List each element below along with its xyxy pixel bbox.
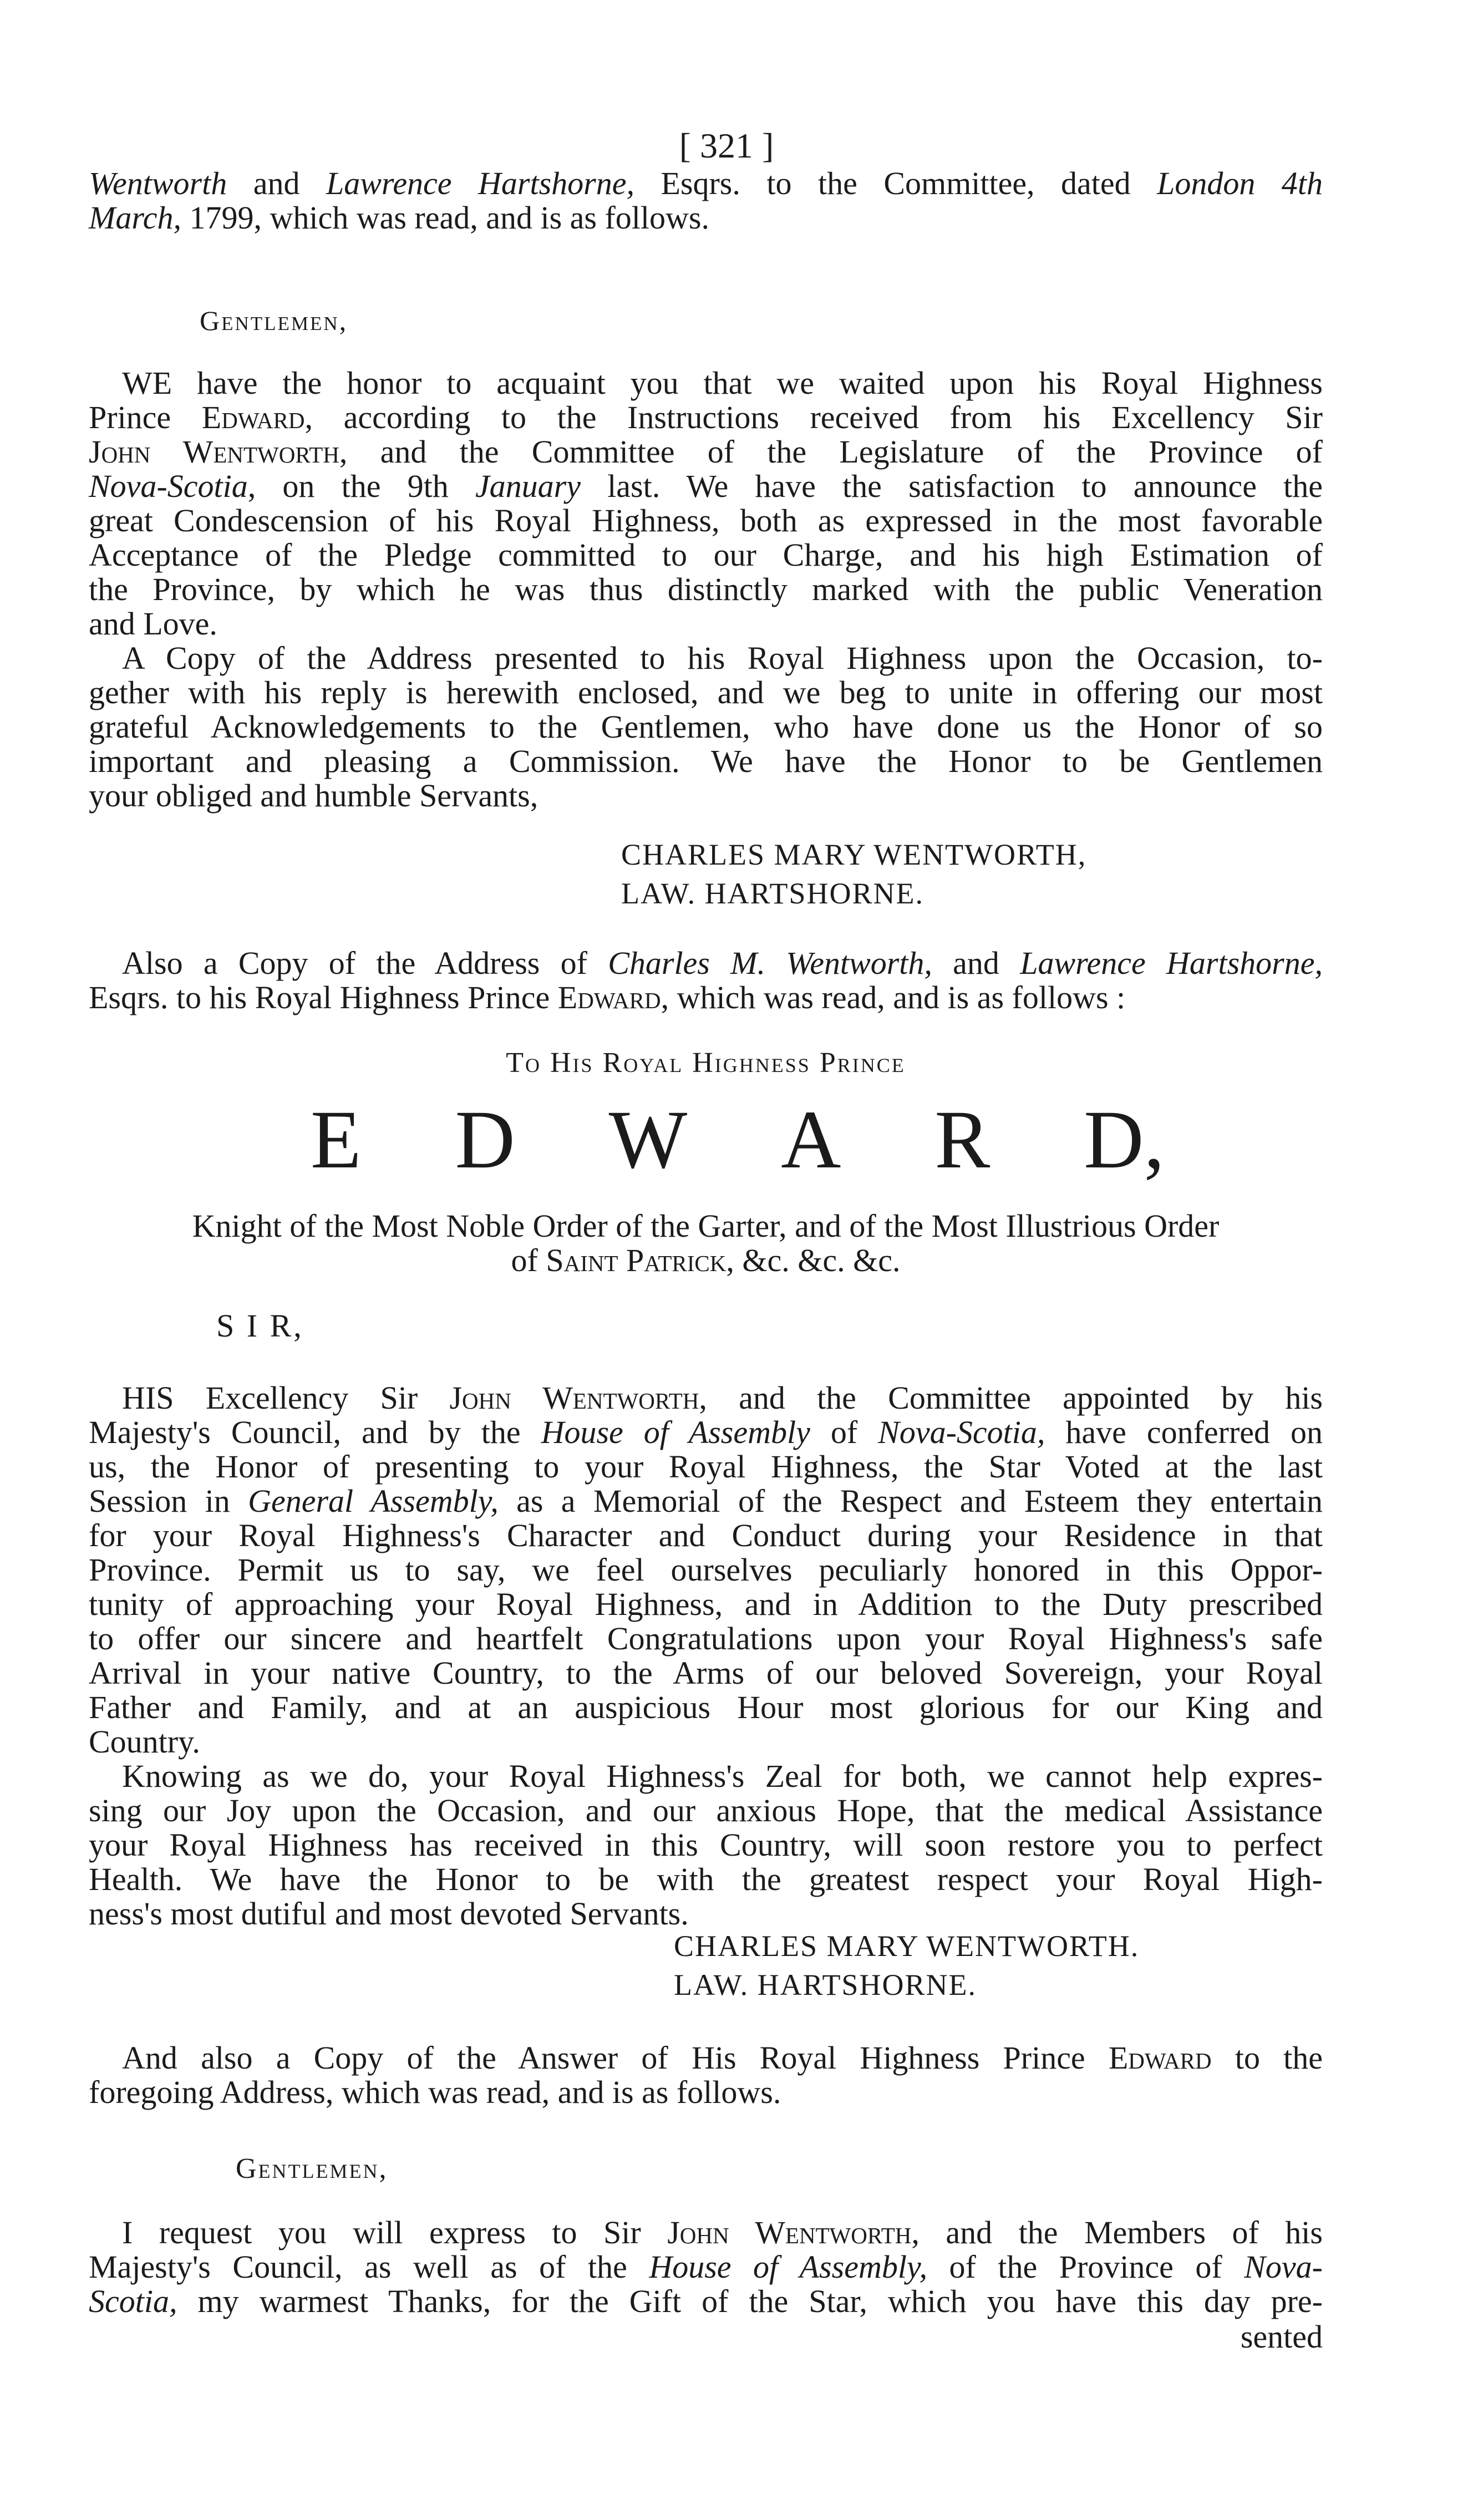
signature-wentworth: CHARLES MARY WENTWORTH, — [621, 838, 1087, 871]
heading-letter: A — [781, 1094, 841, 1186]
text-line: the Province, by which he was thus distinctly marked with the public Veneration — [89, 571, 1323, 607]
signature-hartshorne: LAW. HARTSHORNE. — [621, 877, 924, 910]
intro-paragraph — [89, 166, 1323, 235]
page-number: [ 321 ] — [679, 126, 774, 165]
text-line: Majesty's Council, and by the House of Assembly of Nova-Scotia, have conferred on — [89, 1414, 1323, 1450]
salutation: Gentlemen, — [200, 305, 348, 336]
text-line: great Condescension of his Royal Highness, both as expressed in the most favorable — [89, 502, 1323, 538]
text-line: foregoing Address, which was read, and is as follows. — [89, 2074, 781, 2110]
answer-paragraph — [89, 2216, 1323, 2319]
text-line: your Royal Highness has received in this Country, will soon restore you to perfect — [89, 1827, 1323, 1863]
answer-salutation: Gentlemen, — [236, 2153, 388, 2184]
text-line: important and pleasing a Commission. We have the Honor to be Gentlemen — [89, 743, 1323, 779]
text-line: Knowing as we do, your Royal Highness's Zeal for both, we cannot help expres- — [122, 1758, 1323, 1794]
text-line: Wentworth and Lawrence Hartshorne, Esqrs. to the Committee, dated London 4th — [89, 165, 1323, 201]
text-line: ness's most dutiful and most devoted Servants. — [89, 1896, 689, 1932]
text-line: for your Royal Highness's Character and Conduct during your Residence in that — [89, 1517, 1323, 1553]
text-line: WE have the honor to acquaint you that we waited upon his Royal Highness — [122, 365, 1323, 401]
text-line: Esqrs. to his Royal Highness Prince Edward, which was read, and is as follows : — [89, 979, 1126, 1015]
text-line: Also a Copy of the Address of Charles M. Wentworth, and Lawrence Hartshorne, — [122, 945, 1323, 981]
text-line: Scotia, my warmest Thanks, for the Gift of the Star, which you have this day pre- — [89, 2283, 1323, 2319]
heading-letter: D, — [1084, 1094, 1165, 1186]
text-line: of Saint Patrick, &c. &c. &c. — [511, 1242, 901, 1278]
letter-paragraph — [89, 366, 1323, 641]
text-line: March, 1799, which was read, and is as follows. — [89, 200, 709, 236]
address-name-heading — [311, 1095, 1165, 1184]
text-line: us, the Honor of presenting to your Royal Highness, the Star Voted at the last — [89, 1449, 1323, 1485]
address-paragraph — [89, 1381, 1323, 1759]
text-line: Majesty's Council, as well as of the House of Assembly, of the Province of Nova- — [89, 2249, 1323, 2285]
text-line: your obliged and humble Servants, — [89, 778, 539, 814]
text-line: John Wentworth, and the Committee of the Legislature of the Province of — [89, 434, 1323, 470]
address-recipient-line: To His Royal Highness Prince — [506, 1047, 906, 1079]
text-line: Health. We have the Honor to be with the greatest respect your Royal High- — [89, 1861, 1323, 1897]
address-paragraph — [89, 1759, 1323, 1931]
text-line: Knight of the Most Noble Order of the Garter, and of the Most Illustrious Order — [192, 1208, 1220, 1244]
text-line: Prince Edward, according to the Instructions received from his Excellency Sir — [89, 399, 1323, 435]
text-line: Arrival in your native Country, to the Arms of our beloved Sovereign, your Royal — [89, 1655, 1323, 1691]
text-line: tunity of approaching your Royal Highness, and in Addition to the Duty prescribed — [89, 1586, 1323, 1622]
text-line: Nova-Scotia, on the 9th January last. We have the satisfaction to announce the — [89, 468, 1323, 504]
heading-letter: R — [934, 1094, 990, 1186]
heading-letter: W — [608, 1094, 688, 1186]
text-line: Province. Permit us to say, we feel ourselves peculiarly honored in this Oppor- — [89, 1552, 1323, 1588]
heading-letter: D — [455, 1094, 515, 1186]
transition-paragraph — [89, 946, 1323, 1015]
text-line: A Copy of the Address presented to his Royal Highness upon the Occasion, to- — [122, 640, 1323, 676]
text-line: Father and Family, and at an auspicious Hour most glorious for our King and — [89, 1689, 1323, 1725]
text-line: to offer our sincere and heartfelt Congratulations upon your Royal Highness's safe — [89, 1620, 1323, 1657]
transition-paragraph — [89, 2041, 1323, 2110]
heading-letter: E — [311, 1094, 362, 1186]
text-line: and Love. — [89, 606, 217, 642]
letter-paragraph — [89, 641, 1323, 813]
signature-hartshorne: LAW. HARTSHORNE. — [674, 1968, 977, 2001]
text-line: Acceptance of the Pledge committed to our Charge, and his high Estimation of — [89, 537, 1323, 573]
text-line: Country. — [89, 1724, 200, 1760]
signature-wentworth: CHARLES MARY WENTWORTH. — [674, 1929, 1140, 1963]
text-line: gether with his reply is herewith enclosed, and we beg to unite in offering our most — [89, 674, 1323, 710]
text-line: And also a Copy of the Answer of His Royal Highness Prince Edward to the — [122, 2040, 1323, 2076]
text-line: sing our Joy upon the Occasion, and our anxious Hope, that the medical Assistance — [89, 1792, 1323, 1828]
address-titles — [89, 1209, 1323, 1278]
text-line: Session in General Assembly, as a Memorial of the Respect and Esteem they entertain — [89, 1483, 1323, 1519]
text-line: HIS Excellency Sir John Wentworth, and the Committee appointed by his — [122, 1380, 1323, 1416]
address-salutation: S I R, — [216, 1308, 304, 1344]
text-line: grateful Acknowledgements to the Gentlemen, who have done us the Honor of so — [89, 709, 1323, 745]
catchword: sented — [1240, 2319, 1323, 2355]
text-line: I request you will express to Sir John Wentworth, and the Members of his — [122, 2214, 1323, 2250]
